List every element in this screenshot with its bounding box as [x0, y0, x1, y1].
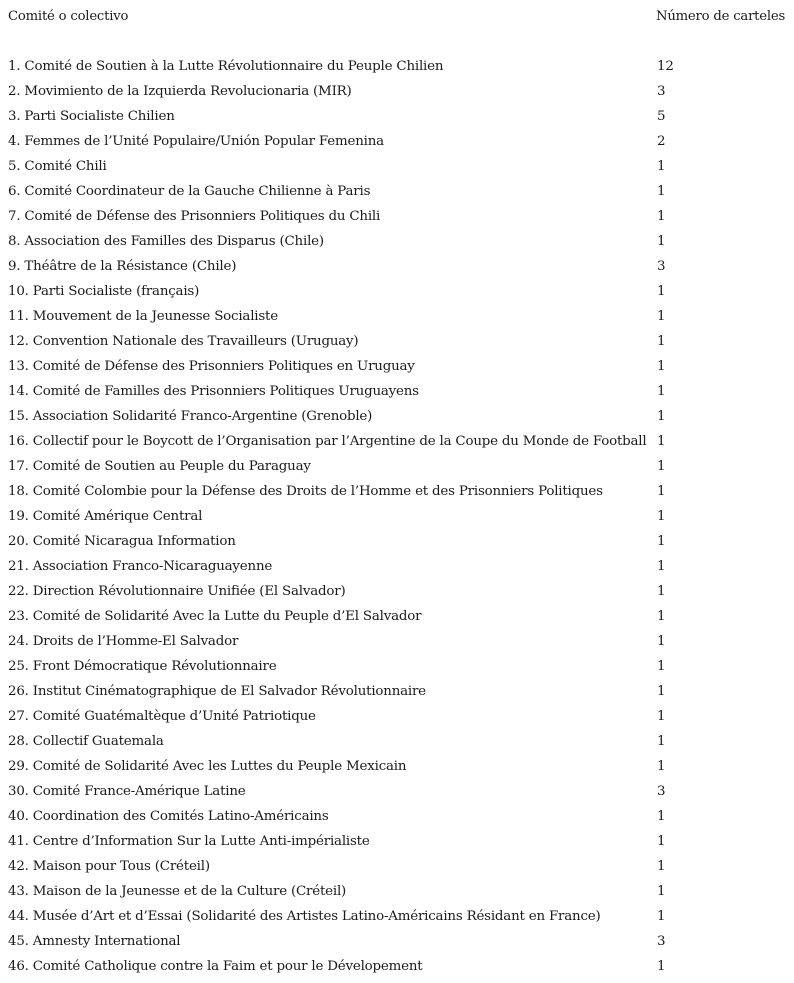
poster-count: 2: [657, 134, 666, 149]
committee-name: 18. Comité Colombie pour la Défense des Droits de l’Homme et des Prisonniers Politiques: [8, 484, 603, 499]
committee-name: 9. Théâtre de la Résistance (Chile): [8, 259, 237, 274]
poster-count: 1: [657, 434, 666, 449]
table-row: [8, 279, 792, 304]
table-row: [8, 404, 792, 429]
table-row: [8, 879, 792, 904]
header-count-label: Número de carteles: [656, 9, 786, 24]
committee-name: 25. Front Démocratique Révolutionnaire: [8, 659, 277, 674]
committee-name: 11. Mouvement de la Jeunesse Socialiste: [8, 309, 278, 324]
table-row: [8, 604, 792, 629]
poster-count: 1: [657, 584, 666, 599]
table-row: [8, 479, 792, 504]
committee-name: 30. Comité France-Amérique Latine: [8, 784, 246, 799]
poster-count: 1: [657, 959, 666, 974]
table-row: [8, 654, 792, 679]
table-row: [8, 679, 792, 704]
poster-count: 1: [657, 534, 666, 549]
poster-count: 1: [657, 284, 666, 299]
committee-name: 26. Institut Cinématographique de El Salvador Révolutionnaire: [8, 684, 426, 699]
poster-count: 1: [657, 559, 666, 574]
table-row: [8, 79, 792, 104]
committee-name: 5. Comité Chili: [8, 159, 107, 174]
table-row: [8, 454, 792, 479]
table-row: [8, 929, 792, 954]
poster-count: 1: [657, 734, 666, 749]
poster-count: 1: [657, 634, 666, 649]
table-row: [8, 579, 792, 604]
committee-name: 16. Collectif pour le Boycott de l’Organisation par l’Argentine de la Coupe du Monde de Football: [8, 434, 647, 449]
table-row: [8, 854, 792, 879]
committee-name: 1. Comité de Soutien à la Lutte Révolutionnaire du Peuple Chilien: [8, 59, 444, 74]
committee-name: 6. Comité Coordinateur de la Gauche Chilienne à Paris: [8, 184, 371, 199]
poster-count: 1: [657, 834, 666, 849]
committee-name: 12. Convention Nationale des Travailleurs (Uruguay): [8, 334, 359, 349]
committee-name: 4. Femmes de l’Unité Populaire/Unión Popular Femenina: [8, 134, 384, 149]
poster-count: 1: [657, 684, 666, 699]
poster-count: 3: [657, 84, 666, 99]
committee-name: 22. Direction Révolutionnaire Unifiée (El Salvador): [8, 584, 346, 599]
committee-name: 40. Coordination des Comités Latino-Américains: [8, 809, 329, 824]
table-row: [8, 204, 792, 229]
poster-count: 1: [657, 809, 666, 824]
poster-count: 1: [657, 909, 666, 924]
poster-count: 1: [657, 759, 666, 774]
committee-name: 19. Comité Amérique Central: [8, 509, 203, 524]
poster-count: 1: [657, 859, 666, 874]
table-row: [8, 129, 792, 154]
table-row: [8, 629, 792, 654]
header-committee-label: Comité o colectivo: [8, 9, 129, 24]
committee-name: 43. Maison de la Jeunesse et de la Culture (Créteil): [8, 884, 347, 899]
poster-count: 1: [657, 409, 666, 424]
poster-count: 3: [657, 934, 666, 949]
table-row: [8, 354, 792, 379]
poster-count: 1: [657, 359, 666, 374]
poster-count: 1: [657, 609, 666, 624]
table-row: [8, 829, 792, 854]
table-row: [8, 429, 792, 454]
poster-count: 1: [657, 159, 666, 174]
committee-name: 2. Movimiento de la Izquierda Revolucionaria (MIR): [8, 84, 352, 99]
table-row: [8, 804, 792, 829]
committee-name: 17. Comité de Soutien au Peuple du Paraguay: [8, 459, 311, 474]
poster-count: 3: [657, 784, 666, 799]
committee-name: 28. Collectif Guatemala: [8, 734, 164, 749]
table-row: [8, 379, 792, 404]
table-row: [8, 229, 792, 254]
committee-name: 7. Comité de Défense des Prisonniers Politiques du Chili: [8, 209, 381, 224]
poster-count: 1: [657, 659, 666, 674]
poster-count: 1: [657, 459, 666, 474]
poster-count: 1: [657, 484, 666, 499]
committee-name: 20. Comité Nicaragua Information: [8, 534, 236, 549]
poster-count: 1: [657, 209, 666, 224]
table-row: [8, 504, 792, 529]
table-row: [8, 329, 792, 354]
table-row: [8, 729, 792, 754]
poster-count: 3: [657, 259, 666, 274]
committee-name: 23. Comité de Solidarité Avec la Lutte du Peuple d’El Salvador: [8, 609, 422, 624]
table-row: [8, 954, 792, 979]
committee-name: 46. Comité Catholique contre la Faim et pour le Dévelopement: [8, 959, 423, 974]
committee-name: 8. Association des Familles des Disparus (Chile): [8, 234, 324, 249]
table-row: [8, 704, 792, 729]
table-row: [8, 904, 792, 929]
table-header: [8, 4, 792, 30]
table-row: [8, 779, 792, 804]
committee-name: 14. Comité de Familles des Prisonniers Politiques Uruguayens: [8, 384, 419, 399]
committee-name: 3. Parti Socialiste Chilien: [8, 109, 175, 124]
poster-count: 1: [657, 309, 666, 324]
table-row: [8, 179, 792, 204]
table-row: [8, 254, 792, 279]
table-row: [8, 54, 792, 79]
table-row: [8, 104, 792, 129]
poster-count: 1: [657, 884, 666, 899]
committee-name: 29. Comité de Solidarité Avec les Luttes du Peuple Mexicain: [8, 759, 407, 774]
committee-name: 45. Amnesty International: [8, 934, 181, 949]
poster-count: 1: [657, 384, 666, 399]
table-row: [8, 554, 792, 579]
committee-name: 44. Musée d’Art et d’Essai (Solidarité des Artistes Latino-Américains Résidant en France): [8, 909, 601, 924]
committee-name: 27. Comité Guatémaltèque d’Unité Patriotique: [8, 709, 316, 724]
poster-count: 5: [657, 109, 666, 124]
committee-name: 21. Association Franco-Nicaraguayenne: [8, 559, 273, 574]
table-row: [8, 154, 792, 179]
table-body: [8, 54, 792, 979]
committee-poster-table: [8, 4, 792, 974]
table-row: [8, 529, 792, 554]
committee-name: 24. Droits de l’Homme-El Salvador: [8, 634, 239, 649]
poster-count: 12: [657, 59, 674, 74]
poster-count: 1: [657, 184, 666, 199]
table-row: [8, 754, 792, 779]
committee-name: 13. Comité de Défense des Prisonniers Politiques en Uruguay: [8, 359, 415, 374]
poster-count: 1: [657, 709, 666, 724]
poster-count: 1: [657, 509, 666, 524]
table-row: [8, 304, 792, 329]
poster-count: 1: [657, 234, 666, 249]
committee-name: 15. Association Solidarité Franco-Argentine (Grenoble): [8, 409, 373, 424]
committee-name: 42. Maison pour Tous (Créteil): [8, 859, 210, 874]
committee-name: 10. Parti Socialiste (français): [8, 284, 200, 299]
committee-name: 41. Centre d’Information Sur la Lutte Anti-impérialiste: [8, 834, 370, 849]
poster-count: 1: [657, 334, 666, 349]
